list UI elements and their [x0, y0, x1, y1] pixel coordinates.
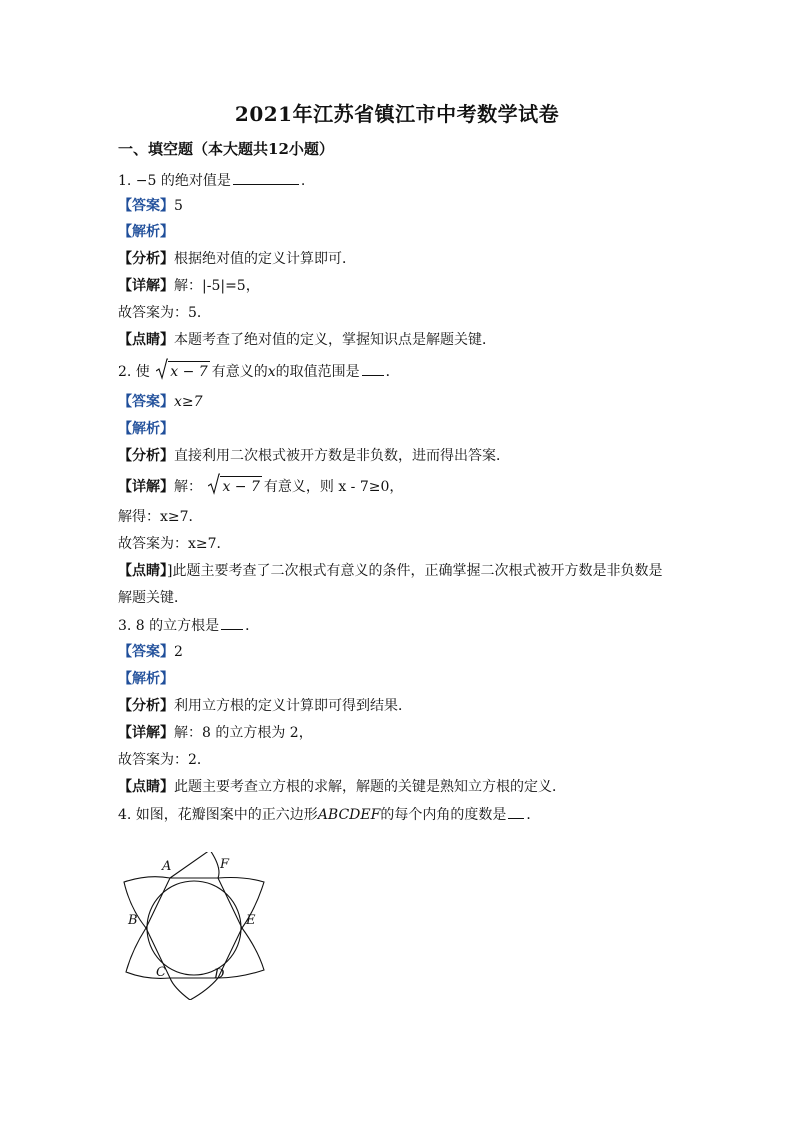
q1-answer-value: 5	[174, 198, 183, 214]
q2-stem-end: ．	[385, 364, 400, 380]
q1-comment-text: 本题考查了绝对值的定义，掌握知识点是解题关键．	[174, 332, 496, 348]
answer-tag: 【答案】	[118, 644, 174, 660]
sqrt-expression	[208, 476, 261, 497]
label-f: F	[220, 857, 230, 872]
q1-answer	[118, 196, 183, 216]
answer-blank	[362, 361, 384, 376]
q2-stem	[118, 361, 400, 382]
q2-detail	[118, 476, 403, 497]
sqrt-expression	[156, 361, 209, 382]
q1-fenxi	[118, 249, 356, 269]
detail-tag: 【详解】	[118, 278, 174, 294]
q2-comment	[118, 561, 662, 581]
q2-stem-post: 的取值范围是	[275, 364, 360, 380]
q2-comment-cont: 解题关键．	[118, 590, 188, 606]
answer-blank	[508, 804, 524, 819]
label-a: A	[162, 859, 172, 874]
radical-sign-icon	[156, 358, 168, 380]
q4-stem-text: 4. 如图，花瓣图案中的正六边形	[118, 807, 318, 823]
q2-detail-post: 有意义，则 x - 7≥0，	[263, 479, 404, 495]
q2-analysis	[118, 419, 174, 439]
detail-tag: 【详解】	[118, 725, 174, 741]
q4-stem-post: 的每个内角的度数是	[380, 807, 507, 823]
q2-fenxi	[118, 446, 510, 466]
q3-detail-text: 解：8 的立方根为 2，	[174, 725, 313, 741]
answer-blank	[233, 170, 299, 185]
q3-analysis	[118, 669, 174, 689]
comment-tag: 【点睛】	[118, 332, 174, 348]
radicand: x − 7	[168, 361, 209, 382]
petal	[218, 928, 264, 978]
q3-detail	[118, 723, 313, 743]
q3-answer-value: 2	[174, 644, 183, 660]
q1-detail-text: 解：|-5|=5，	[174, 278, 260, 294]
q3-comment	[118, 777, 566, 797]
q1-stem-text: 1. −5 的绝对值是	[118, 173, 231, 189]
analysis-tag: 【解析】	[118, 421, 174, 437]
answer-tag: 【答案】	[118, 198, 174, 214]
label-d: D	[214, 967, 225, 982]
q3-fenxi-text: 利用立方根的定义计算即可得到结果．	[174, 698, 412, 714]
q1-analysis	[118, 222, 174, 242]
q3-conclusion: 故答案为：2．	[118, 752, 211, 768]
q4-stem-end: ．	[526, 807, 541, 823]
radicand: x − 7	[220, 476, 261, 497]
label-c: C	[156, 965, 166, 980]
q2-stem-mid: 有意义的	[211, 364, 268, 380]
comment-tag: 【点睛】	[118, 779, 174, 795]
q4-stem	[118, 804, 540, 825]
q3-answer	[118, 642, 183, 662]
petal	[218, 878, 264, 929]
q1-detail	[118, 276, 260, 296]
fenxi-tag: 【分析】	[118, 251, 174, 267]
analysis-tag: 【解析】	[118, 224, 174, 240]
comment-tag: 【点睛】	[118, 563, 167, 579]
q3-stem-text: 3. 8 的立方根是	[118, 618, 220, 634]
radical-sign-icon	[208, 473, 220, 495]
q1-conclusion: 故答案为：5．	[118, 305, 211, 321]
q3-stem	[118, 615, 259, 636]
q2-comment-text: ]此题主要考查了二次根式有意义的条件，正确掌握二次根式被开方数是非负数是	[167, 563, 663, 579]
label-e: E	[246, 913, 256, 928]
hexagon	[146, 878, 242, 978]
label-b: B	[128, 913, 138, 928]
answer-tag: 【答案】	[118, 394, 174, 410]
q2-detail-pre: 解：	[174, 479, 202, 495]
center-circle	[147, 881, 241, 975]
fenxi-tag: 【分析】	[118, 448, 174, 464]
page-title: 2021年江苏省镇江市中考数学试卷	[234, 102, 560, 126]
q1-comment	[118, 330, 496, 350]
q1-fenxi-text: 根据绝对值的定义计算即可．	[174, 251, 356, 267]
q4-shape-name: ABCDEF	[317, 807, 381, 823]
q2-stem-text: 2. 使	[118, 364, 150, 380]
q3-fenxi	[118, 696, 412, 716]
answer-blank	[221, 615, 243, 630]
fenxi-tag: 【分析】	[118, 698, 174, 714]
q3-stem-end: ．	[245, 618, 260, 634]
petal	[170, 978, 218, 1000]
q2-solve: 解得：x≥7．	[118, 509, 203, 525]
petal	[170, 852, 219, 878]
section-heading: 一、填空题（本大题共12小题）	[118, 140, 334, 158]
detail-tag: 【详解】	[118, 479, 174, 495]
petal-hexagon-figure	[118, 852, 270, 1000]
q2-fenxi-text: 直接利用二次根式被开方数是非负数，进而得出答案．	[174, 448, 510, 464]
q2-answer-value: x≥7	[174, 394, 203, 410]
q1-stem	[118, 170, 305, 191]
analysis-tag: 【解析】	[118, 671, 174, 687]
q2-answer	[118, 392, 203, 412]
q1-stem-end: .	[300, 173, 306, 189]
q2-conclusion: 故答案为：x≥7．	[118, 536, 231, 552]
q3-comment-text: 此题主要考查立方根的求解，解题的关键是熟知立方根的定义．	[174, 779, 566, 795]
q2-variable: x	[267, 364, 276, 380]
